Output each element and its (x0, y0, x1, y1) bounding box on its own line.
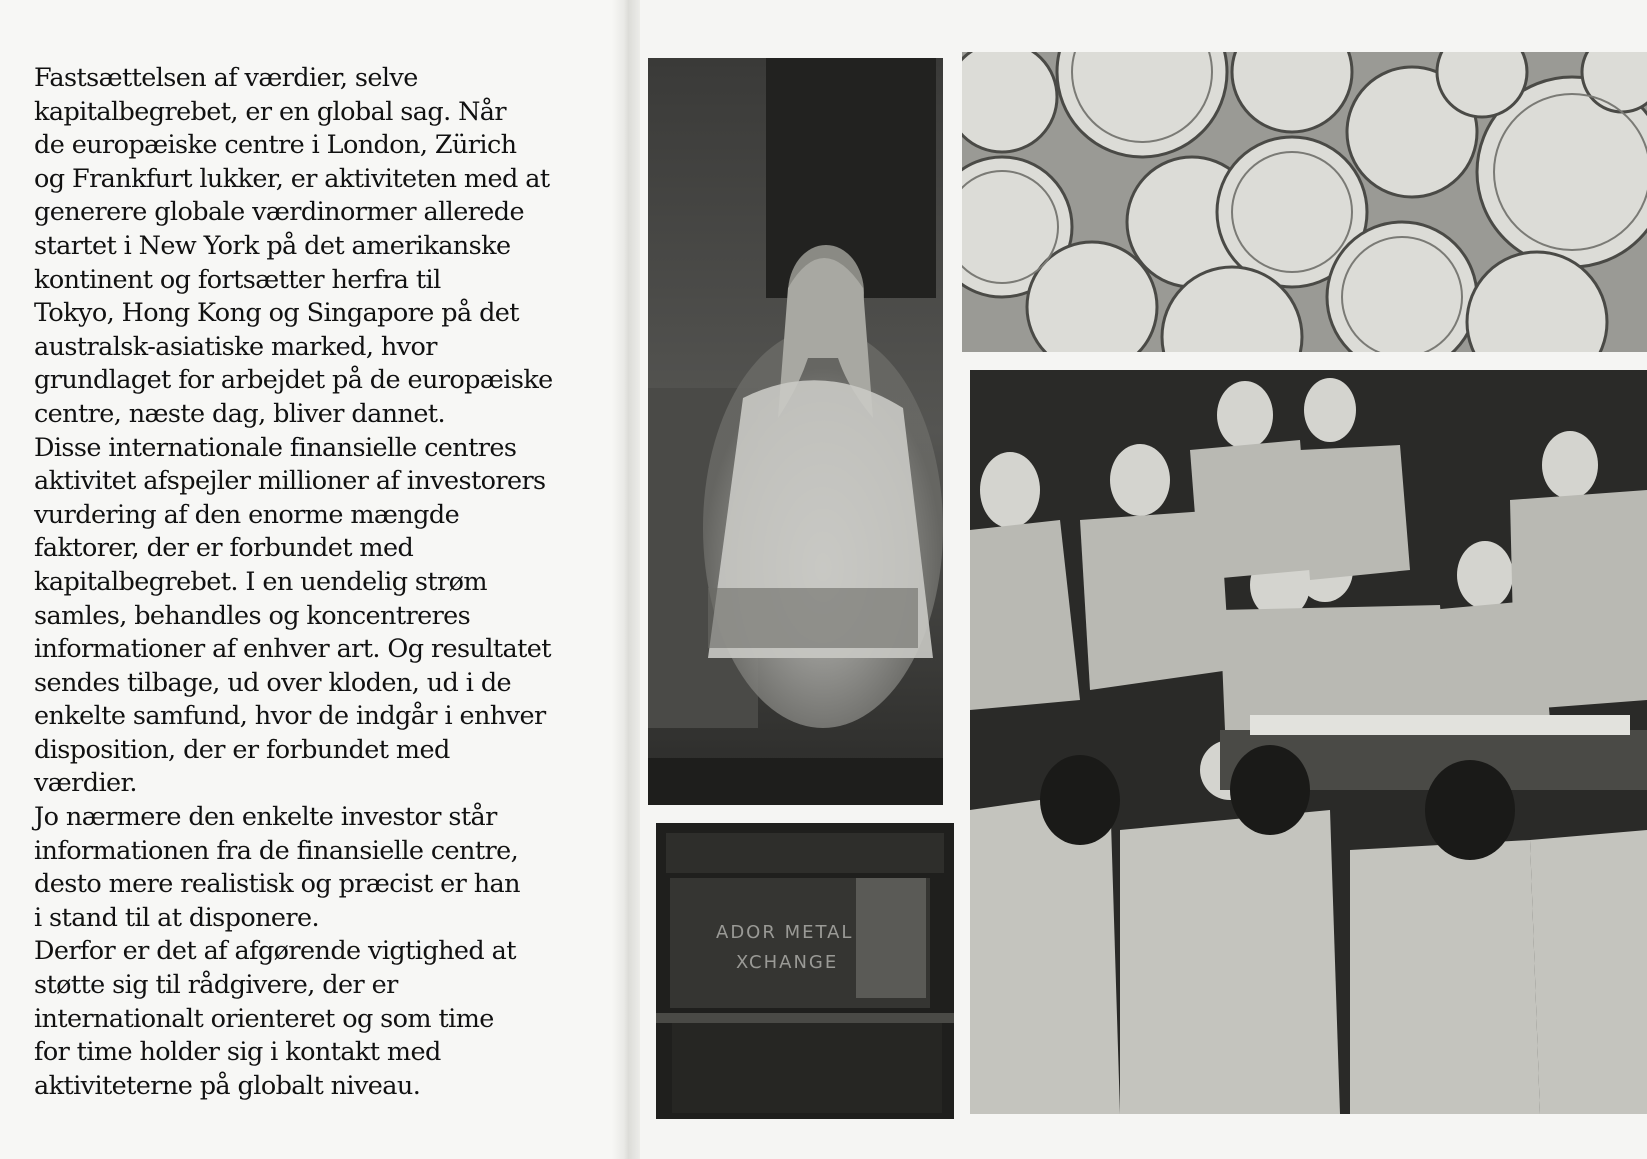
photo-woman-seated (648, 58, 943, 805)
sign-text-line2: XCHANGE (736, 952, 839, 973)
photo-metal-exchange-sign (656, 823, 954, 1119)
sign-text-line1: ADOR METAL (716, 922, 854, 943)
left-page (0, 0, 628, 1159)
photo-trading-floor (970, 370, 1647, 1114)
paragraph-investor: Jo nærmere den enkelte investor står informationen fra de finansielle centre, desto mere realistisk og præcist er han i stand til at disponere. (34, 802, 520, 933)
paragraph-advisors: Derfor er det af afgørende vigtighed at støtte sig til rådgivere, der er internationalt orienteret og som time for time holder sig i kontakt med aktiviteterne på globalt niveau. (34, 936, 516, 1101)
paragraph-global-value: Fastsættelsen af værdier, selve kapitalbegrebet, er en global sag. Når de europæiske centre i London, Zürich og Frankfurt lukker, er aktiviteten med at generere globale værdinormer allerede startet i New York på det amerikanske kontinent og fortsætter herfra til Tokyo, Hong Kong og Singapore på det australsk-asiatiske marked, hvor grundlaget for arbejdet på de europæiske centre, næste dag, bliver dannet. (34, 63, 553, 429)
body-text (34, 62, 594, 1103)
photo-silver-coins (962, 52, 1647, 352)
paragraph-financial-centres: Disse internationale finansielle centres aktivitet afspejler millioner af investorers vurdering af den enorme mængde faktorer, der er forbundet med kapitalbegrebet. I en uendelig strøm samles, behandles og koncentreres informationer af enhver art. Og resultatet sendes tilbage, ud over kloden, ud i de enkelte samfund, hvor de indgår i enhver disposition, der er forbundet med værdier. (34, 432, 551, 799)
page-fold (612, 0, 642, 1159)
